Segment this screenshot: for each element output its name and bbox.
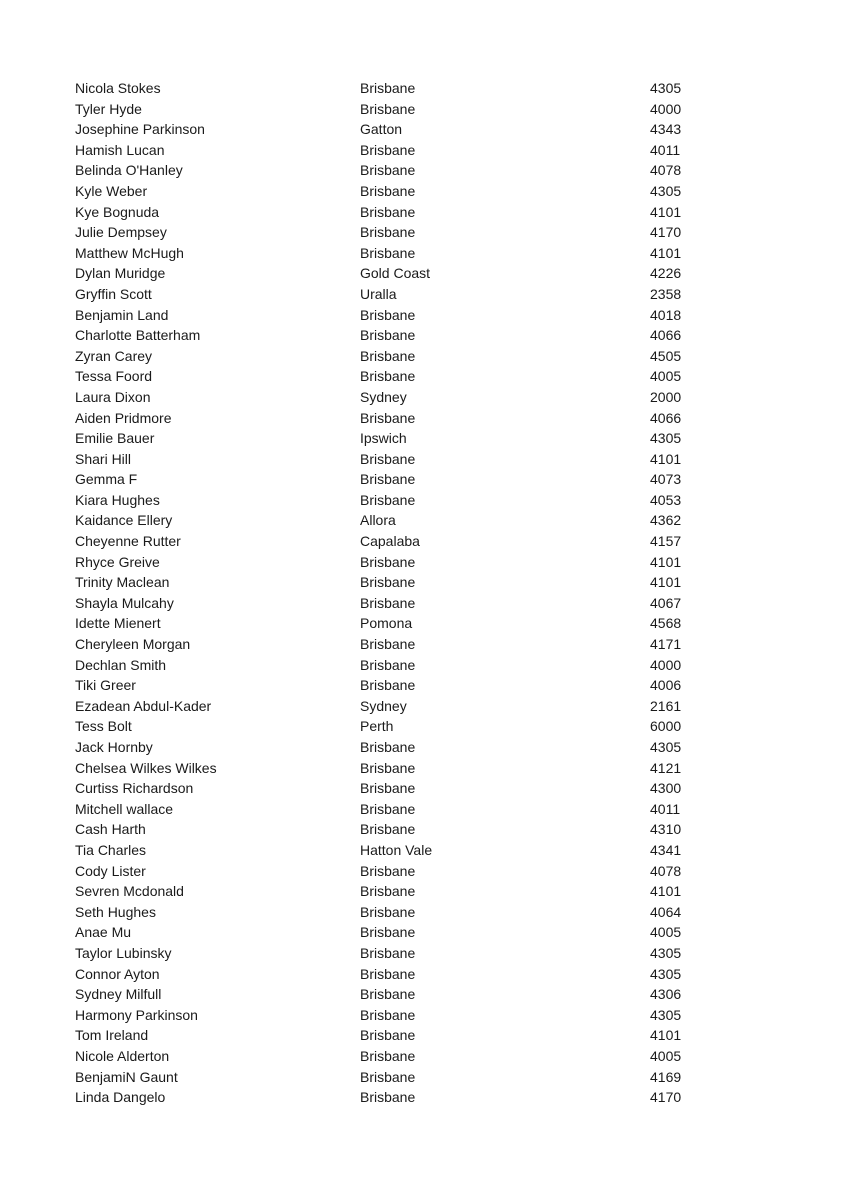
- postcode-cell: 4305: [650, 739, 682, 755]
- city-cell: Brisbane: [360, 553, 416, 570]
- table-row: [75, 881, 775, 902]
- postcode-cell: 4101: [650, 1027, 682, 1044]
- table-row: [75, 325, 775, 346]
- city-cell: Brisbane: [360, 800, 416, 817]
- city-cell: Brisbane: [360, 244, 416, 261]
- table-row: [75, 922, 775, 943]
- city-cell: Brisbane: [360, 368, 416, 385]
- city-cell: Brisbane: [360, 100, 416, 117]
- table-row: [75, 490, 775, 511]
- city-cell: Brisbane: [360, 944, 416, 961]
- city-cell: Brisbane: [360, 1068, 416, 1085]
- name-cell: Kaidance Ellery: [75, 512, 173, 529]
- postcode-cell: 4018: [650, 306, 682, 323]
- city-cell: Brisbane: [360, 1027, 416, 1044]
- table-row: [75, 655, 775, 676]
- postcode-cell: 4101: [650, 574, 682, 591]
- table-row: [75, 819, 775, 840]
- table-row: [75, 840, 775, 861]
- postcode-cell: 4073: [650, 471, 682, 488]
- table-row: [75, 160, 775, 181]
- city-cell: Brisbane: [360, 636, 416, 653]
- table-row: [75, 531, 775, 552]
- name-cell: Josephine Parkinson: [75, 121, 205, 138]
- city-cell: Brisbane: [360, 80, 416, 96]
- city-cell: Brisbane: [360, 986, 416, 1003]
- table-row: [75, 1067, 775, 1088]
- table-row: [75, 1025, 775, 1046]
- city-cell: Brisbane: [360, 821, 416, 838]
- table-row: [75, 119, 775, 140]
- table-row: [75, 263, 775, 284]
- city-cell: Gatton: [360, 121, 403, 138]
- name-cell: Belinda O'Hanley: [75, 162, 183, 179]
- city-cell: Gold Coast: [360, 265, 431, 282]
- name-cell: Dechlan Smith: [75, 656, 167, 673]
- table-row: [75, 861, 775, 882]
- name-cell: Curtiss Richardson: [75, 780, 194, 797]
- table-row: [75, 1087, 775, 1108]
- table-row: [75, 613, 775, 634]
- city-cell: Brisbane: [360, 162, 416, 179]
- name-cell: Zyran Carey: [75, 347, 153, 364]
- postcode-cell: 4305: [650, 944, 682, 961]
- city-cell: Brisbane: [360, 450, 416, 467]
- name-cell: Benjamin Land: [75, 306, 169, 323]
- city-cell: Brisbane: [360, 1089, 416, 1106]
- table-row: [75, 366, 775, 387]
- name-cell: Rhyce Greive: [75, 553, 160, 570]
- postcode-cell: 4064: [650, 903, 682, 920]
- postcode-cell: 4005: [650, 1047, 682, 1064]
- city-cell: Hatton Vale: [360, 841, 433, 858]
- name-cell: Julie Dempsey: [75, 224, 167, 241]
- city-cell: Brisbane: [360, 141, 416, 158]
- postcode-cell: 4011: [650, 141, 681, 158]
- postcode-cell: 2000: [650, 388, 682, 405]
- table-row: [75, 984, 775, 1005]
- city-cell: Allora: [360, 512, 396, 529]
- name-cell: Tiki Greer: [75, 677, 136, 694]
- name-cell: Idette Mienert: [75, 615, 161, 632]
- table-row: [75, 140, 775, 161]
- city-cell: Brisbane: [360, 656, 416, 673]
- postcode-cell: 4170: [650, 1089, 682, 1106]
- postcode-cell: 4300: [650, 780, 682, 797]
- postcode-cell: 4078: [650, 162, 682, 179]
- name-cell: Tom Ireland: [75, 1027, 149, 1044]
- city-cell: Brisbane: [360, 903, 416, 920]
- name-cell: Hamish Lucan: [75, 141, 165, 158]
- postcode-cell: 4341: [650, 841, 682, 858]
- name-cell: Shari Hill: [75, 450, 132, 467]
- city-cell: Uralla: [360, 285, 397, 302]
- table-row: [75, 964, 775, 985]
- name-cell: BenjamiN Gaunt: [75, 1068, 178, 1085]
- table-row: [75, 593, 775, 614]
- city-cell: Ipswich: [360, 430, 407, 447]
- table-row: [75, 696, 775, 717]
- postcode-cell: 4171: [650, 636, 682, 653]
- city-cell: Brisbane: [360, 1006, 416, 1023]
- postcode-cell: 4011: [650, 800, 681, 817]
- name-cell: Cody Lister: [75, 862, 146, 879]
- table-row: [75, 943, 775, 964]
- table-row: [75, 758, 775, 779]
- postcode-cell: 4066: [650, 327, 682, 344]
- postcode-cell: 4101: [650, 883, 682, 900]
- postcode-cell: 4053: [650, 491, 682, 508]
- postcode-cell: 4305: [650, 965, 682, 982]
- city-cell: Sydney: [360, 388, 407, 405]
- postcode-cell: 4568: [650, 615, 682, 632]
- city-cell: Brisbane: [360, 739, 416, 755]
- name-cell: Nicole Alderton: [75, 1047, 170, 1064]
- city-cell: Brisbane: [360, 677, 416, 694]
- postcode-cell: 4101: [650, 244, 682, 261]
- name-cell: Connor Ayton: [75, 965, 160, 982]
- table-row: [75, 202, 775, 223]
- postcode-cell: 4101: [650, 203, 682, 220]
- postcode-cell: 4005: [650, 924, 682, 941]
- postcode-cell: 4306: [650, 986, 682, 1003]
- city-cell: Brisbane: [360, 491, 416, 508]
- postcode-cell: 4169: [650, 1068, 682, 1085]
- name-cell: Laura Dixon: [75, 388, 151, 405]
- table-row: [75, 346, 775, 367]
- table-row: [75, 181, 775, 202]
- table-row: [75, 243, 775, 264]
- city-cell: Brisbane: [360, 306, 416, 323]
- name-cell: Kyle Weber: [75, 182, 148, 199]
- postcode-cell: 4078: [650, 862, 682, 879]
- city-cell: Brisbane: [360, 594, 416, 611]
- table-row: [75, 778, 775, 799]
- postcode-cell: 2358: [650, 285, 682, 302]
- postcode-cell: 4000: [650, 100, 682, 117]
- name-cell: Charlotte Batterham: [75, 327, 201, 344]
- table-row: [75, 737, 775, 758]
- postcode-cell: 4005: [650, 368, 682, 385]
- table-row: [75, 716, 775, 737]
- name-cell: Gemma F: [75, 471, 138, 488]
- city-cell: Pomona: [360, 615, 413, 632]
- postcode-cell: 2161: [650, 697, 682, 714]
- city-cell: Brisbane: [360, 862, 416, 879]
- table-row: [75, 1005, 775, 1026]
- name-cell: Dylan Muridge: [75, 265, 166, 282]
- city-cell: Perth: [360, 718, 394, 735]
- table-row: [75, 510, 775, 531]
- postcode-cell: 4101: [650, 450, 682, 467]
- name-cell: Kiara Hughes: [75, 491, 160, 508]
- city-cell: Brisbane: [360, 883, 416, 900]
- table-row: [75, 284, 775, 305]
- postcode-cell: 4305: [650, 430, 682, 447]
- table-row: [75, 469, 775, 490]
- table-row: [75, 222, 775, 243]
- name-cell: Taylor Lubinsky: [75, 944, 172, 961]
- postcode-cell: 6000: [650, 718, 682, 735]
- postcode-cell: 4066: [650, 409, 682, 426]
- postcode-cell: 4305: [650, 182, 682, 199]
- name-cell: Tessa Foord: [75, 368, 153, 385]
- name-cell: Matthew McHugh: [75, 244, 184, 261]
- table-row: [75, 99, 775, 120]
- name-cell: Trinity Maclean: [75, 574, 170, 591]
- postcode-cell: 4170: [650, 224, 682, 241]
- city-cell: Brisbane: [360, 327, 416, 344]
- table-row: [75, 572, 775, 593]
- city-cell: Brisbane: [360, 347, 416, 364]
- name-cell: Kye Bognuda: [75, 203, 160, 220]
- city-cell: Capalaba: [360, 533, 420, 550]
- city-cell: Sydney: [360, 697, 407, 714]
- name-cell: Tyler Hyde: [75, 100, 142, 117]
- name-cell: Sydney Milfull: [75, 986, 162, 1003]
- city-cell: Brisbane: [360, 203, 416, 220]
- postcode-cell: 4305: [650, 1006, 682, 1023]
- name-cell: Chelsea Wilkes Wilkes: [75, 759, 217, 776]
- name-cell: Tess Bolt: [75, 718, 132, 735]
- postcode-cell: 4226: [650, 265, 682, 282]
- table-row: [75, 634, 775, 655]
- table-row: [75, 305, 775, 326]
- contact-table: [75, 78, 775, 1108]
- table-row: [75, 428, 775, 449]
- table-row: [75, 552, 775, 573]
- city-cell: Brisbane: [360, 574, 416, 591]
- postcode-cell: 4067: [650, 594, 682, 611]
- name-cell: Anae Mu: [75, 924, 132, 941]
- table-row: [75, 902, 775, 923]
- name-cell: Mitchell wallace: [75, 800, 174, 817]
- city-cell: Brisbane: [360, 1047, 416, 1064]
- table-row: [75, 449, 775, 470]
- postcode-cell: 4121: [650, 759, 682, 776]
- name-cell: Shayla Mulcahy: [75, 594, 174, 611]
- table-row: [75, 408, 775, 429]
- postcode-cell: 4310: [650, 821, 682, 838]
- postcode-cell: 4505: [650, 347, 682, 364]
- name-cell: Tia Charles: [75, 841, 147, 858]
- table-row: [75, 387, 775, 408]
- postcode-cell: 4305: [650, 80, 682, 96]
- postcode-cell: 4006: [650, 677, 682, 694]
- name-cell: Jack Hornby: [75, 739, 153, 755]
- name-cell: Sevren Mcdonald: [75, 883, 184, 900]
- city-cell: Brisbane: [360, 471, 416, 488]
- city-cell: Brisbane: [360, 780, 416, 797]
- city-cell: Brisbane: [360, 182, 416, 199]
- table-row: [75, 78, 775, 99]
- name-cell: Aiden Pridmore: [75, 409, 172, 426]
- postcode-cell: 4000: [650, 656, 682, 673]
- name-cell: Nicola Stokes: [75, 80, 161, 96]
- postcode-cell: 4157: [650, 533, 682, 550]
- name-cell: Linda Dangelo: [75, 1089, 166, 1106]
- city-cell: Brisbane: [360, 759, 416, 776]
- name-cell: Cash Harth: [75, 821, 146, 838]
- postcode-cell: 4101: [650, 553, 682, 570]
- city-cell: Brisbane: [360, 924, 416, 941]
- postcode-cell: 4343: [650, 121, 682, 138]
- name-cell: Harmony Parkinson: [75, 1006, 198, 1023]
- table-row: [75, 799, 775, 820]
- city-cell: Brisbane: [360, 224, 416, 241]
- name-cell: Seth Hughes: [75, 903, 156, 920]
- name-cell: Ezadean Abdul-Kader: [75, 697, 212, 714]
- name-cell: Cheyenne Rutter: [75, 533, 181, 550]
- name-cell: Emilie Bauer: [75, 430, 155, 447]
- name-cell: Gryffin Scott: [75, 285, 152, 302]
- table-row: [75, 675, 775, 696]
- postcode-cell: 4362: [650, 512, 682, 529]
- name-cell: Cheryleen Morgan: [75, 636, 191, 653]
- city-cell: Brisbane: [360, 965, 416, 982]
- city-cell: Brisbane: [360, 409, 416, 426]
- table-row: [75, 1046, 775, 1067]
